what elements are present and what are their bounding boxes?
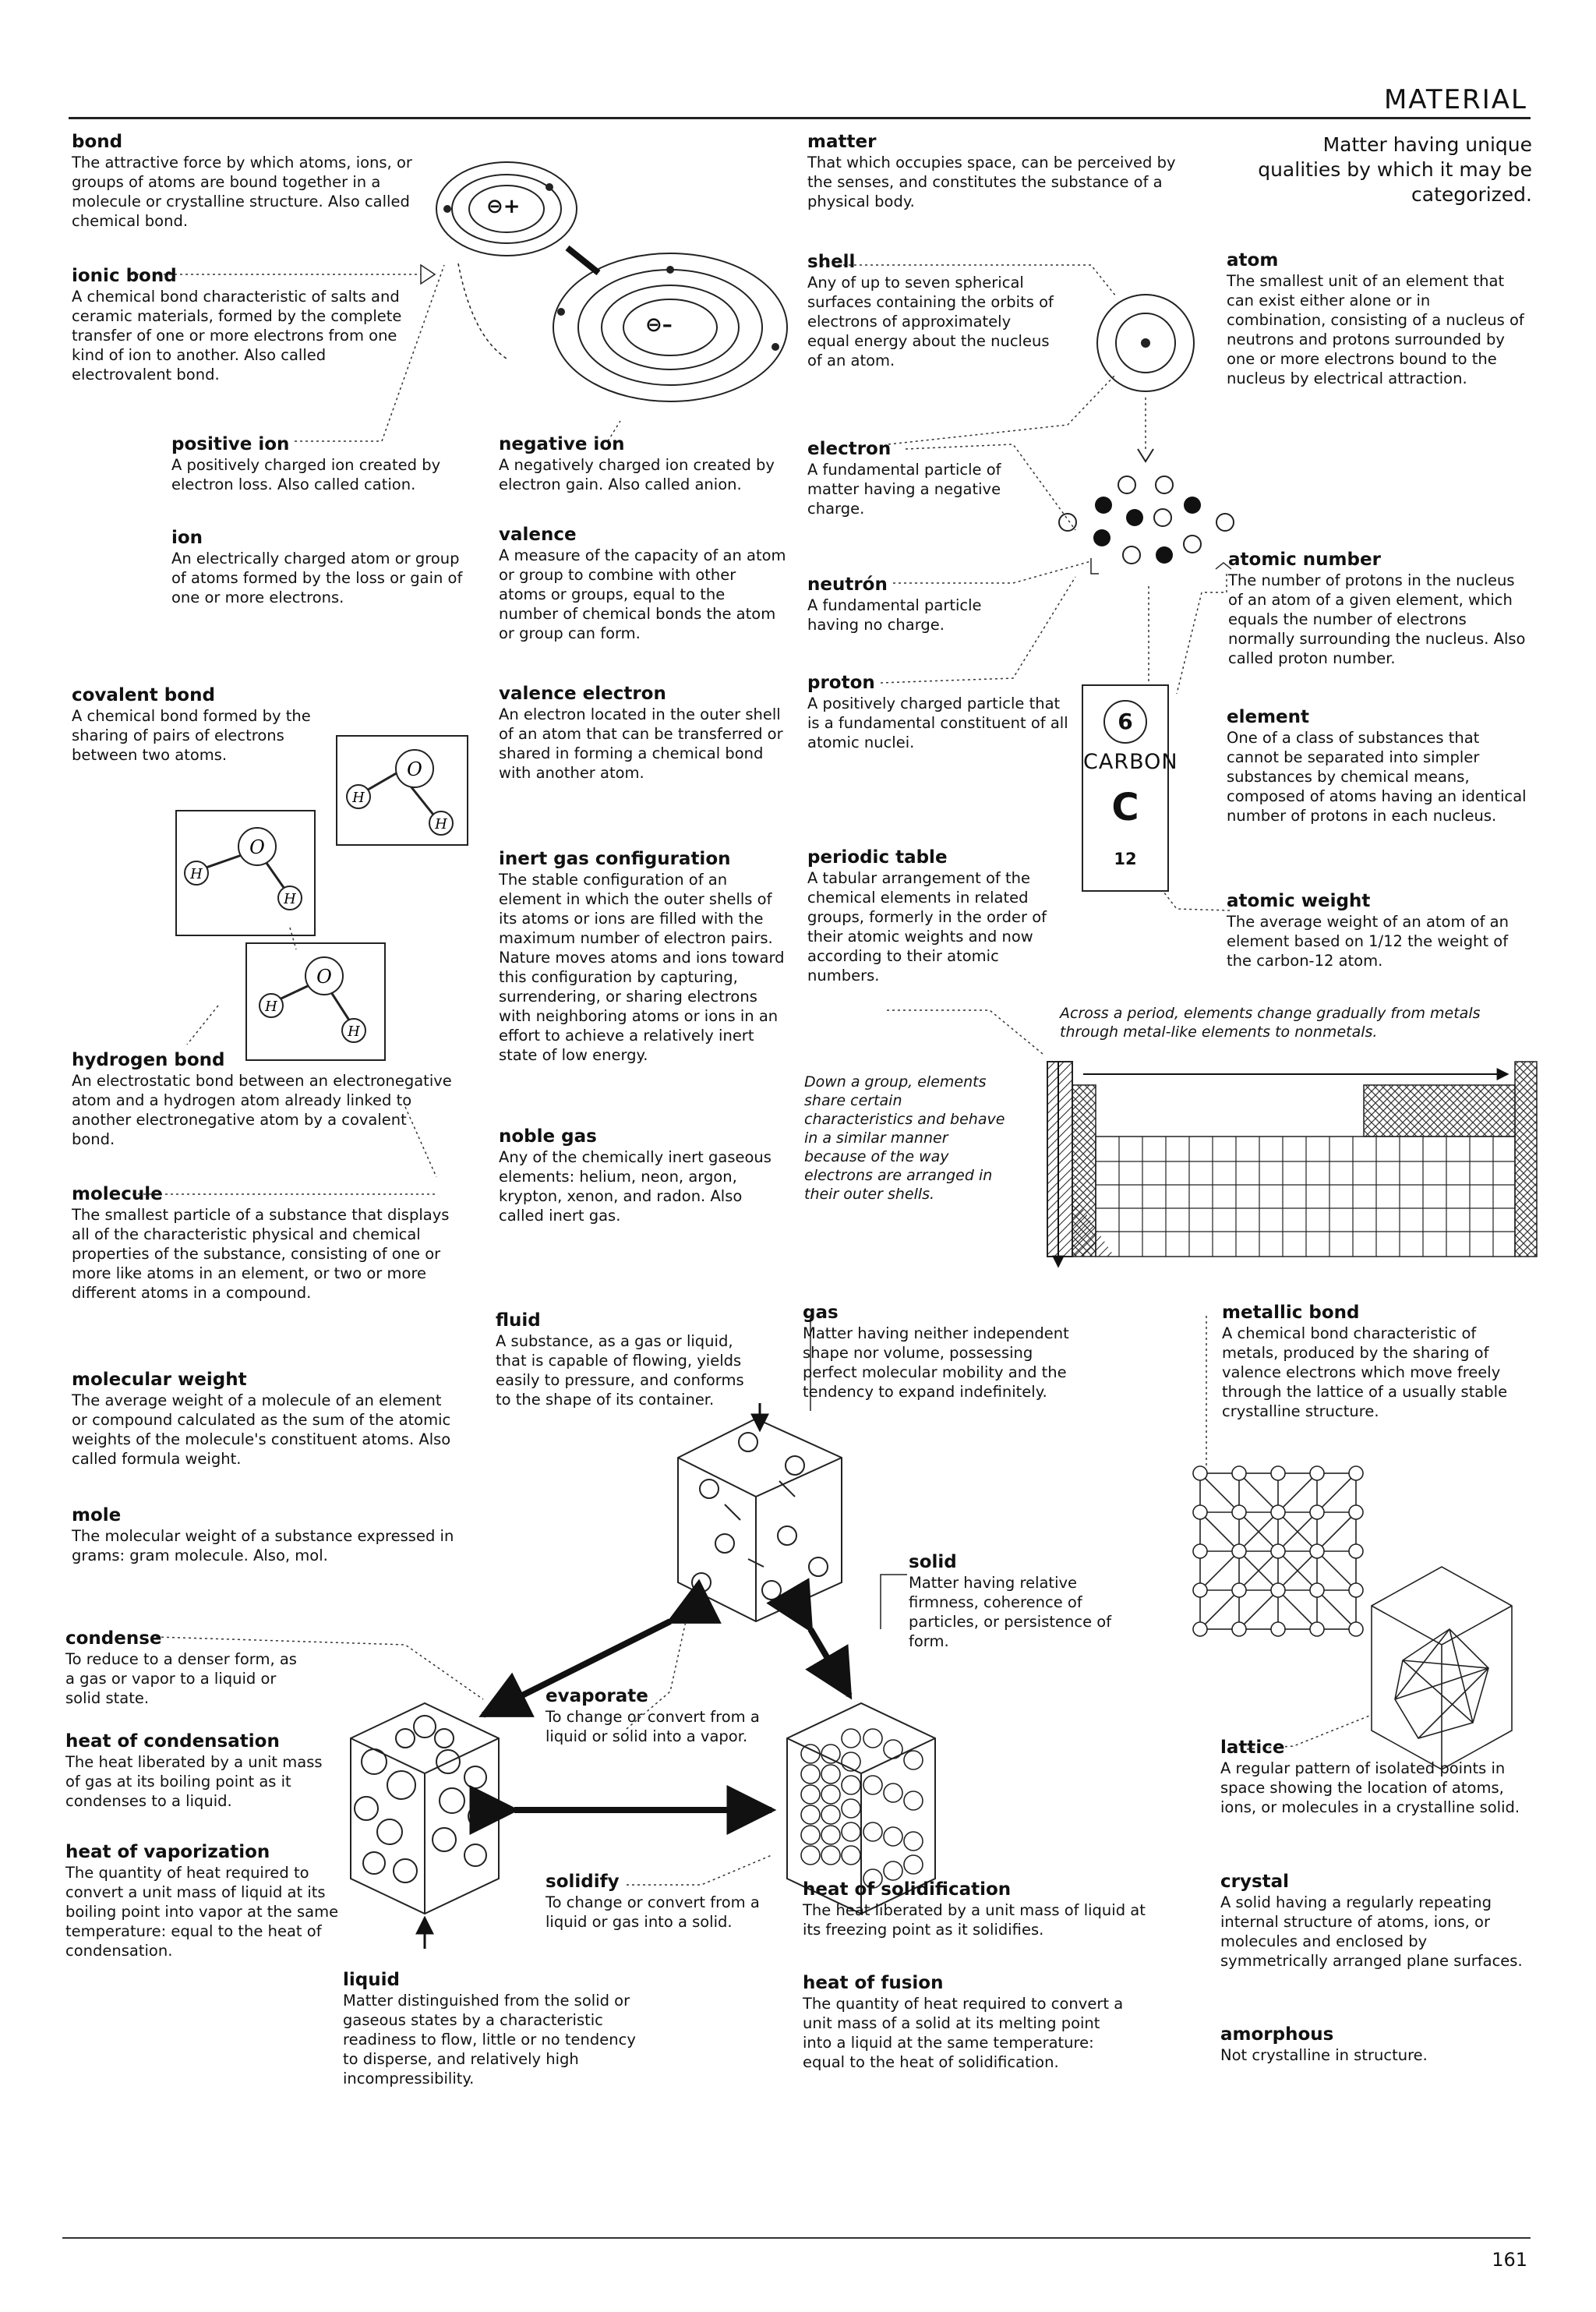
def-gas: Matter having neither independent shape nor volume, possessing perfect molecular mobility and the tendency to expand indefinitely. [803,1324,1069,1401]
term-molecular-weight: molecular weight [72,1370,247,1390]
entry-ionic-bond [72,265,422,384]
term-noble-gas: noble gas [499,1126,597,1147]
term-heat-of-fusion: heat of fusion [803,1973,944,1993]
def-atomic-weight: The average weight of an atom of an element based on 1/12 the weight of the carbon-12 atom. [1227,913,1509,970]
term-electron: electron [807,439,892,459]
entry-noble-gas [499,1126,787,1225]
entry-proton [807,672,1072,752]
def-atom: The smallest unit of an element that can exist either alone or in combination, consisting of a nucleus of neutrons and protons surrounded by one or more electrons bound to the nucleus by electrical attraction. [1227,272,1524,387]
entry-heat-of-solidification [803,1879,1153,1939]
entry-metallic-bond [1222,1302,1526,1421]
entry-gas [803,1302,1091,1402]
entry-amorphous [1220,2024,1524,2065]
term-heat-of-condensation: heat of condensation [65,1731,280,1752]
term-inert-gas-configuration: inert gas configuration [499,849,731,869]
def-proton: A positively charged particle that is a fundamental constituent of all atomic nuclei. [807,695,1068,751]
entry-inert-gas-configuration [499,848,787,1065]
svg-text:H: H [348,1023,360,1040]
carbon-atomic-weight: 12 [1114,850,1137,868]
def-heat-of-solidification: The heat liberated by a unit mass of liquid at its freezing point as it solidifies. [803,1901,1146,1939]
page-title: MATERIAL [1383,84,1527,115]
def-heat-of-fusion: The quantity of heat required to convert a unit mass of a solid at its melting point into a liquid at the same temperature: equal to the heat of solidification. [803,1995,1124,2071]
term-matter: matter [807,132,877,152]
entry-liquid [343,1969,655,2088]
entry-crystal [1220,1871,1524,1971]
entry-mole [72,1504,461,1565]
def-electron: A fundamental particle of matter having a negative charge. [807,461,1001,518]
def-solid: Matter having relative firmness, coherence of particles, or persistence of form. [909,1574,1112,1650]
term-neutron: neutrón [807,574,888,595]
carbon-name: CARBON [1083,750,1178,774]
term-heat-of-solidification: heat of solidification [803,1879,1012,1900]
metallic-lattice-diagram [1193,1466,1363,1636]
def-bond: The attractive force by which atoms, ions, or groups of atoms are bound together in a molecule or crystalline structure. Also called chemical bond. [72,154,412,230]
term-covalent-bond: covalent bond [72,685,215,705]
carbon-element-tile [1082,684,1178,892]
svg-text:O: O [249,836,265,858]
def-atomic-number: The number of protons in the nucleus of an atom of a given element, which equals the number of electrons normally surrounding the nucleus. Also called proton number. [1228,571,1526,667]
entry-valence [499,524,787,643]
entry-positive-ion [171,433,475,494]
term-metallic-bond: metallic bond [1222,1303,1360,1323]
def-crystal: A solid having a regularly repeating internal structure of atoms, ions, or molecules and enclosed by symmetrically arranged plane surfaces. [1220,1893,1523,1970]
def-molecular-weight: The average weight of a molecule of an element or compound calculated as the sum of the atomic weights of the molecule's constituent atoms. Also called formula weight. [72,1391,451,1468]
term-atomic-weight: atomic weight [1227,891,1371,911]
term-valence: valence [499,525,577,545]
entry-negative-ion [499,433,795,494]
term-solidify: solidify [546,1872,620,1892]
def-heat-of-vaporization: The quantity of heat required to convert a unit mass of liquid at its boiling point into vapor at the same temperature: equal to the heat of condensation. [65,1864,339,1960]
page-number: 161 [1492,2249,1527,2271]
entry-condense [65,1628,307,1708]
def-valence: A measure of the capacity of an atom or group to combine with other atoms or groups, equal to the number of chemical bonds the atom or group can form. [499,546,786,642]
def-negative-ion: A negatively charged ion created by electron gain. Also called anion. [499,456,775,493]
entry-lattice [1220,1737,1524,1817]
term-gas: gas [803,1303,839,1323]
note-down-group: Down a group, elements share certain characteristics and behave in a similar manner because of the way electrons are arranged in their outer shells. [804,1073,1005,1203]
water-molecule-3 [246,943,385,1060]
term-crystal: crystal [1220,1872,1290,1892]
atom-shell-diagram [1097,295,1194,461]
term-condense: condense [65,1628,162,1649]
gas-cube-diagram [678,1419,842,1621]
ionic-transfer-arrow [567,248,598,273]
entry-valence-electron [499,683,787,783]
svg-text:H: H [435,816,447,833]
def-noble-gas: Any of the chemically inert gaseous elements: helium, neon, argon, krypton, xenon, and radon. Also called inert gas. [499,1148,772,1225]
periodic-table-diagram [1047,1062,1537,1267]
term-valence-electron: valence electron [499,684,666,704]
def-shell: Any of up to seven spherical surfaces containing the orbits of electrons of approximately equal energy about the nucleus of an atom. [807,274,1054,369]
def-liquid: Matter distinguished from the solid or gaseous states by a characteristic readiness to flow, little or no tendency to disperse, and relatively high incompressibility. [343,1992,636,2088]
entry-hydrogen-bond [72,1049,454,1149]
def-hydrogen-bond: An electrostatic bond between an electronegative atom and a hydrogen atom already linked to another electronegative atom by a covalent bond. [72,1072,452,1148]
term-ion: ion [171,528,203,548]
svg-text:O: O [316,966,332,988]
def-element: One of a class of substances that cannot be separated into simpler substances by chemical means, composed of atoms having an identical number of protons in each nucleus. [1227,729,1527,825]
negative-ion-symbol: ⊖– [645,313,673,337]
entry-heat-of-fusion [803,1972,1130,2072]
def-molecule: The smallest particle of a substance that displays all of the characteristic physical and chemical properties of the substance, consisting of one or more like atoms in an element, or two or more different atoms in a compound. [72,1206,450,1302]
entry-heat-of-condensation [65,1730,330,1811]
term-hydrogen-bond: hydrogen bond [72,1050,225,1070]
entry-matter [807,131,1197,211]
entry-solid [909,1551,1127,1651]
section-tagline: Matter having unique qualities by which it may be categorized. [1258,133,1532,206]
entry-heat-of-vaporization [65,1841,346,1960]
def-metallic-bond: A chemical bond characteristic of metals, produced by the sharing of valence electrons which move freely through the lattice of a usually stable crystalline structure. [1222,1324,1508,1420]
liquid-cube-diagram [351,1703,499,1914]
def-positive-ion: A positively charged ion created by electron loss. Also called cation. [171,456,441,493]
svg-text:H: H [190,866,203,882]
entry-electron [807,438,1002,518]
term-fluid: fluid [496,1310,541,1331]
def-mole: The molecular weight of a substance expressed in grams: gram molecule. Also, mol. [72,1527,454,1564]
term-mole: mole [72,1505,122,1525]
term-bond: bond [72,132,123,152]
term-periodic-table: periodic table [807,847,948,868]
term-negative-ion: negative ion [499,434,625,454]
positive-ion-symbol: ⊖+ [486,195,521,218]
svg-text:H: H [284,891,296,907]
def-amorphous: Not crystalline in structure. [1220,2046,1428,2064]
def-evaporate: To change or convert from a liquid or solid into a vapor. [546,1708,760,1745]
entry-neutron [807,574,1026,635]
entry-atomic-number [1228,549,1532,668]
term-liquid: liquid [343,1970,400,1990]
term-evaporate: evaporate [546,1686,648,1706]
def-fluid: A substance, as a gas or liquid, that is capable of flowing, yields easily to pressure, and conforms to the shape of its container. [496,1332,744,1409]
term-proton: proton [807,673,875,693]
term-lattice: lattice [1220,1738,1285,1758]
entry-bond [72,131,430,231]
entry-covalent-bond [72,684,329,765]
def-solidify: To change or convert from a liquid or gas into a solid. [546,1893,760,1931]
entry-element [1227,706,1531,825]
nucleus-particles [1059,476,1234,574]
term-atomic-number: atomic number [1228,550,1381,570]
term-molecule: molecule [72,1184,163,1204]
entry-molecule [72,1183,461,1303]
entry-atom [1227,249,1531,388]
term-positive-ion: positive ion [171,434,290,454]
entry-evaporate [546,1685,779,1746]
svg-text:H: H [352,790,365,806]
def-condense: To reduce to a denser form, as a gas or vapor to a liquid or solid state. [65,1650,297,1707]
carbon-atomic-number: 6 [1103,700,1147,744]
water-molecule-2 [176,811,315,935]
entry-fluid [496,1310,745,1409]
svg-text:O: O [407,758,422,780]
note-across-period: Across a period, elements change gradually from metals through metal-like elements to nonmetals. [1060,1005,1481,1041]
entry-ion [171,527,475,607]
def-periodic-table: A tabular arrangement of the chemical elements in related groups, formerly in the order of their atomic weights and now according to their atomic numbers. [807,869,1047,985]
def-heat-of-condensation: The heat liberated by a unit mass of gas at its boiling point as it condenses to a liquid. [65,1753,323,1810]
def-valence-electron: An electron located in the outer shell of an atom that can be transferred or shared in forming a chemical bond with another atom. [499,705,783,782]
entry-atomic-weight [1227,890,1531,970]
term-heat-of-vaporization: heat of vaporization [65,1842,270,1862]
entry-solidify [546,1871,772,1932]
term-ionic-bond: ionic bond [72,266,177,286]
term-shell: shell [807,252,856,272]
term-atom: atom [1227,250,1279,270]
def-neutron: A fundamental particle having no charge. [807,596,982,634]
term-element: element [1227,707,1310,727]
entry-molecular-weight [72,1369,461,1469]
entry-periodic-table [807,847,1065,985]
def-matter: That which occupies space, can be perceived by the senses, and constitutes the substance of a physical body. [807,154,1176,210]
def-ionic-bond: A chemical bond characteristic of salts and ceramic materials, formed by the complete transfer of one or more electrons from one kind of ion to another. Also called electrovalent bond. [72,288,402,384]
entry-shell [807,251,1057,370]
term-solid: solid [909,1552,957,1572]
def-lattice: A regular pattern of isolated points in space showing the location of atoms, ions, or molecules in a crystalline solid. [1220,1759,1520,1816]
def-ion: An electrically charged atom or group of atoms formed by the loss or gain of one or more electrons. [171,550,463,606]
term-amorphous: amorphous [1220,2024,1334,2045]
def-covalent-bond: A chemical bond formed by the sharing of pairs of electrons between two atoms. [72,707,311,764]
gas-solid-arrow [810,1629,849,1695]
def-inert-gas-configuration: The stable configuration of an element in which the outer shells of its atoms or ions are filled with the maximum number of electron pairs. Nature moves atoms and ions toward this configuration by capturing, surrendering, or sharing electrons with neighboring atoms or ions in an effort to achieve a relatively inert state of low energy. [499,871,785,1064]
water-molecule-1 [337,736,468,845]
svg-text:H: H [265,999,277,1015]
carbon-symbol: C [1111,786,1139,829]
